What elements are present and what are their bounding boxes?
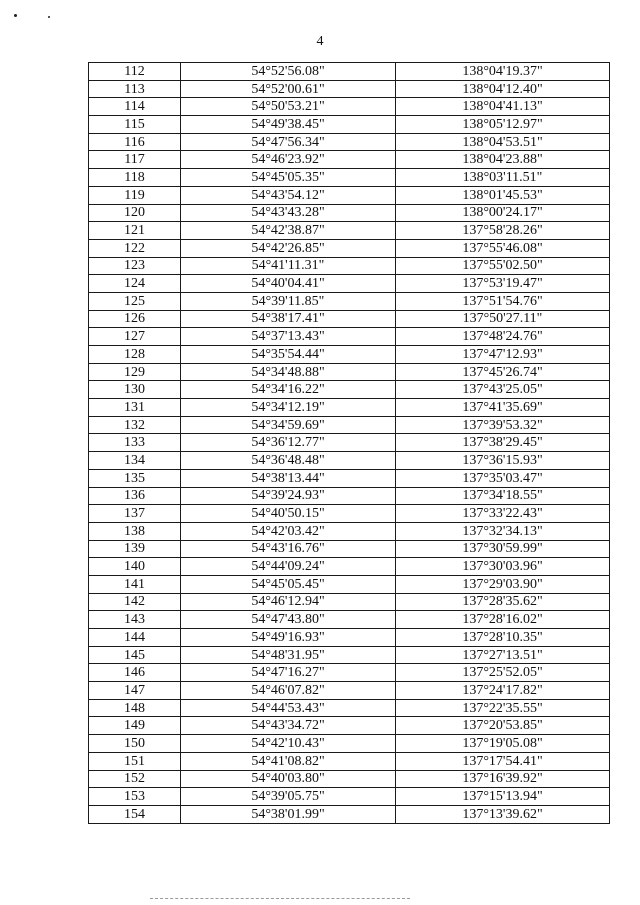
longitude-cell: 137°13'39.62": [396, 805, 610, 823]
longitude-cell: 138°04'23.88": [396, 151, 610, 169]
point-number-cell: 124: [89, 275, 181, 293]
longitude-cell: 137°33'22.43": [396, 505, 610, 523]
point-number-cell: 120: [89, 204, 181, 222]
point-number-cell: 150: [89, 735, 181, 753]
table-row: [89, 98, 610, 116]
latitude-cell: 54°34'16.22": [181, 381, 396, 399]
table-row: [89, 151, 610, 169]
point-number-cell: 135: [89, 469, 181, 487]
longitude-cell: 138°05'12.97": [396, 116, 610, 134]
longitude-cell: 137°22'35.55": [396, 699, 610, 717]
point-number-cell: 112: [89, 63, 181, 81]
point-number-cell: 122: [89, 239, 181, 257]
latitude-cell: 54°47'56.34": [181, 133, 396, 151]
latitude-cell: 54°42'03.42": [181, 522, 396, 540]
longitude-cell: 138°01'45.53": [396, 186, 610, 204]
longitude-cell: 137°45'26.74": [396, 363, 610, 381]
point-number-cell: 146: [89, 664, 181, 682]
point-number-cell: 133: [89, 434, 181, 452]
point-number-cell: 149: [89, 717, 181, 735]
latitude-cell: 54°52'00.61": [181, 80, 396, 98]
coordinates-table-body: [89, 63, 610, 824]
point-number-cell: 129: [89, 363, 181, 381]
point-number-cell: 139: [89, 540, 181, 558]
table-row: [89, 646, 610, 664]
point-number-cell: 113: [89, 80, 181, 98]
longitude-cell: 137°29'03.90": [396, 575, 610, 593]
table-row: [89, 522, 610, 540]
latitude-cell: 54°46'12.94": [181, 593, 396, 611]
page-number: 4: [316, 34, 324, 49]
latitude-cell: 54°40'03.80": [181, 770, 396, 788]
latitude-cell: 54°45'05.45": [181, 575, 396, 593]
latitude-cell: 54°46'23.92": [181, 151, 396, 169]
latitude-cell: 54°44'53.43": [181, 699, 396, 717]
table-row: [89, 805, 610, 823]
table-row: [89, 487, 610, 505]
longitude-cell: 137°53'19.47": [396, 275, 610, 293]
point-number-cell: 152: [89, 770, 181, 788]
table-row: [89, 611, 610, 629]
point-number-cell: 154: [89, 805, 181, 823]
latitude-cell: 54°47'16.27": [181, 664, 396, 682]
latitude-cell: 54°52'56.08": [181, 63, 396, 81]
latitude-cell: 54°34'59.69": [181, 416, 396, 434]
table-row: [89, 399, 610, 417]
latitude-cell: 54°48'31.95": [181, 646, 396, 664]
longitude-cell: 137°32'34.13": [396, 522, 610, 540]
point-number-cell: 130: [89, 381, 181, 399]
point-number-cell: 140: [89, 558, 181, 576]
longitude-cell: 138°04'12.40": [396, 80, 610, 98]
latitude-cell: 54°43'16.76": [181, 540, 396, 558]
latitude-cell: 54°43'54.12": [181, 186, 396, 204]
latitude-cell: 54°49'16.93": [181, 629, 396, 647]
point-number-cell: 151: [89, 752, 181, 770]
latitude-cell: 54°47'43.80": [181, 611, 396, 629]
point-number-cell: 148: [89, 699, 181, 717]
table-row: [89, 275, 610, 293]
latitude-cell: 54°44'09.24": [181, 558, 396, 576]
latitude-cell: 54°45'05.35": [181, 169, 396, 187]
longitude-cell: 137°50'27.11": [396, 310, 610, 328]
longitude-cell: 137°27'13.51": [396, 646, 610, 664]
longitude-cell: 137°39'53.32": [396, 416, 610, 434]
longitude-cell: 137°15'13.94": [396, 788, 610, 806]
longitude-cell: 137°47'12.93": [396, 346, 610, 364]
latitude-cell: 54°38'17.41": [181, 310, 396, 328]
table-row: [89, 452, 610, 470]
table-row: [89, 63, 610, 81]
coordinates-table: [88, 62, 610, 824]
point-number-cell: 144: [89, 629, 181, 647]
longitude-cell: 137°51'54.76": [396, 292, 610, 310]
table-row: [89, 328, 610, 346]
point-number-cell: 145: [89, 646, 181, 664]
table-row: [89, 186, 610, 204]
latitude-cell: 54°42'10.43": [181, 735, 396, 753]
point-number-cell: 127: [89, 328, 181, 346]
longitude-cell: 138°04'41.13": [396, 98, 610, 116]
table-row: [89, 540, 610, 558]
longitude-cell: 138°03'11.51": [396, 169, 610, 187]
scan-speck: [48, 16, 50, 18]
longitude-cell: 137°28'35.62": [396, 593, 610, 611]
point-number-cell: 137: [89, 505, 181, 523]
table-row: [89, 629, 610, 647]
point-number-cell: 114: [89, 98, 181, 116]
table-row: [89, 505, 610, 523]
point-number-cell: 121: [89, 222, 181, 240]
table-row: [89, 682, 610, 700]
table-row: [89, 770, 610, 788]
longitude-cell: 137°38'29.45": [396, 434, 610, 452]
point-number-cell: 142: [89, 593, 181, 611]
table-row: [89, 558, 610, 576]
table-row: [89, 346, 610, 364]
point-number-cell: 118: [89, 169, 181, 187]
table-row: [89, 222, 610, 240]
latitude-cell: 54°37'13.43": [181, 328, 396, 346]
table-row: [89, 257, 610, 275]
latitude-cell: 54°36'48.48": [181, 452, 396, 470]
point-number-cell: 115: [89, 116, 181, 134]
latitude-cell: 54°41'11.31": [181, 257, 396, 275]
table-row: [89, 469, 610, 487]
latitude-cell: 54°34'12.19": [181, 399, 396, 417]
table-row: [89, 381, 610, 399]
latitude-cell: 54°39'24.93": [181, 487, 396, 505]
point-number-cell: 136: [89, 487, 181, 505]
longitude-cell: 137°41'35.69": [396, 399, 610, 417]
latitude-cell: 54°46'07.82": [181, 682, 396, 700]
footer-line: [150, 898, 410, 899]
table-row: [89, 416, 610, 434]
latitude-cell: 54°50'53.21": [181, 98, 396, 116]
table-row: [89, 788, 610, 806]
table-row: [89, 80, 610, 98]
point-number-cell: 119: [89, 186, 181, 204]
point-number-cell: 116: [89, 133, 181, 151]
longitude-cell: 137°17'54.41": [396, 752, 610, 770]
table-row: [89, 133, 610, 151]
table-row: [89, 363, 610, 381]
point-number-cell: 125: [89, 292, 181, 310]
longitude-cell: 137°43'25.05": [396, 381, 610, 399]
longitude-cell: 138°04'53.51": [396, 133, 610, 151]
longitude-cell: 137°25'52.05": [396, 664, 610, 682]
longitude-cell: 138°04'19.37": [396, 63, 610, 81]
latitude-cell: 54°42'26.85": [181, 239, 396, 257]
table-row: [89, 239, 610, 257]
longitude-cell: 137°16'39.92": [396, 770, 610, 788]
latitude-cell: 54°38'01.99": [181, 805, 396, 823]
longitude-cell: 137°34'18.55": [396, 487, 610, 505]
table-row: [89, 292, 610, 310]
longitude-cell: 137°20'53.85": [396, 717, 610, 735]
point-number-cell: 123: [89, 257, 181, 275]
latitude-cell: 54°39'11.85": [181, 292, 396, 310]
latitude-cell: 54°40'50.15": [181, 505, 396, 523]
point-number-cell: 138: [89, 522, 181, 540]
longitude-cell: 138°00'24.17": [396, 204, 610, 222]
point-number-cell: 147: [89, 682, 181, 700]
table-row: [89, 717, 610, 735]
table-row: [89, 116, 610, 134]
longitude-cell: 137°30'59.99": [396, 540, 610, 558]
longitude-cell: 137°28'16.02": [396, 611, 610, 629]
longitude-cell: 137°36'15.93": [396, 452, 610, 470]
longitude-cell: 137°48'24.76": [396, 328, 610, 346]
longitude-cell: 137°55'02.50": [396, 257, 610, 275]
scan-speck: [14, 14, 17, 17]
table-row: [89, 735, 610, 753]
longitude-cell: 137°55'46.08": [396, 239, 610, 257]
latitude-cell: 54°41'08.82": [181, 752, 396, 770]
table-row: [89, 434, 610, 452]
longitude-cell: 137°35'03.47": [396, 469, 610, 487]
point-number-cell: 132: [89, 416, 181, 434]
point-number-cell: 153: [89, 788, 181, 806]
point-number-cell: 131: [89, 399, 181, 417]
point-number-cell: 117: [89, 151, 181, 169]
latitude-cell: 54°39'05.75": [181, 788, 396, 806]
latitude-cell: 54°35'54.44": [181, 346, 396, 364]
point-number-cell: 134: [89, 452, 181, 470]
point-number-cell: 143: [89, 611, 181, 629]
longitude-cell: 137°30'03.96": [396, 558, 610, 576]
table-row: [89, 310, 610, 328]
latitude-cell: 54°34'48.88": [181, 363, 396, 381]
table-row: [89, 204, 610, 222]
table-row: [89, 575, 610, 593]
table-row: [89, 699, 610, 717]
latitude-cell: 54°36'12.77": [181, 434, 396, 452]
latitude-cell: 54°43'34.72": [181, 717, 396, 735]
latitude-cell: 54°38'13.44": [181, 469, 396, 487]
latitude-cell: 54°49'38.45": [181, 116, 396, 134]
longitude-cell: 137°19'05.08": [396, 735, 610, 753]
point-number-cell: 126: [89, 310, 181, 328]
latitude-cell: 54°43'43.28": [181, 204, 396, 222]
longitude-cell: 137°24'17.82": [396, 682, 610, 700]
latitude-cell: 54°40'04.41": [181, 275, 396, 293]
point-number-cell: 141: [89, 575, 181, 593]
longitude-cell: 137°58'28.26": [396, 222, 610, 240]
table-row: [89, 169, 610, 187]
table-row: [89, 664, 610, 682]
table-row: [89, 593, 610, 611]
longitude-cell: 137°28'10.35": [396, 629, 610, 647]
latitude-cell: 54°42'38.87": [181, 222, 396, 240]
point-number-cell: 128: [89, 346, 181, 364]
table-row: [89, 752, 610, 770]
